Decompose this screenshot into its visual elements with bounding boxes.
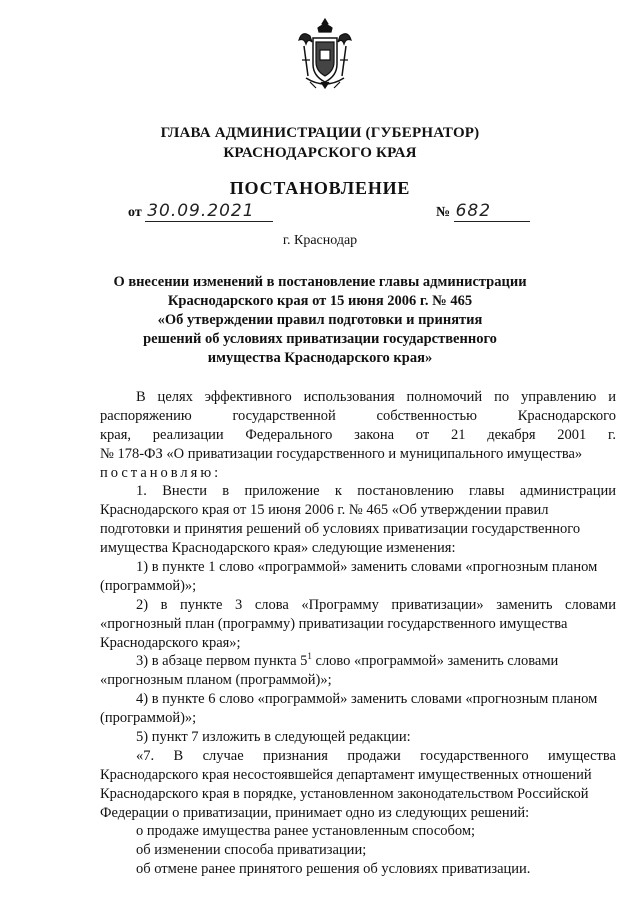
document-type: ПОСТАНОВЛЕНИЕ [229,178,411,198]
body-line: о продаже имущества ранее установленным способом; [136,823,476,840]
document-body [100,388,616,879]
body-line: Краснодарского края несостоявшейся департамент имущественных отношений [100,766,592,783]
body-line: Краснодарского края в порядке, установленном законодательством Российской [100,785,589,802]
body-line: «прогнозным планом (программой)»; [100,672,332,689]
body-line: об изменении способа приватизации; [136,842,367,859]
body-line: распоряжению государственной собственностью Краснодарского [100,407,616,424]
title-line: О внесении изменений в постановление главы администрации [113,274,527,290]
date-prefix: от [128,205,142,220]
body-line: Краснодарского края от 15 июня 2006 г. № 465 «Об утверждении правил [100,502,549,519]
date-line [128,203,273,223]
body-line: (программой)»; [100,577,197,594]
title-line: имущества Краснодарского края» [207,350,433,366]
body-line: края, реализации Федерального закона от 21 декабря 2001 г. [100,426,616,443]
number-line [436,203,530,223]
body-line: № 178-ФЗ «О приватизации государственного и муниципального имущества» [100,445,583,462]
body-line: об отмене ранее принятого решения об условиях приватизации. [136,861,531,878]
body-line: Федерации о приватизации, принимает одно из следующих решений: [100,804,530,821]
number-field [454,203,530,222]
body-line [100,652,616,671]
coat-of-arms-emblem [296,16,354,92]
body-line: 1) в пункте 1 слово «программой» заменить словами «прогнозным планом [136,559,598,576]
authority-line-1: ГЛАВА АДМИНИСТРАЦИИ (ГУБЕРНАТОР) [160,125,480,141]
title-line: решений об условиях приватизации государственного [143,331,497,347]
body-line: 5) пункт 7 изложить в следующей редакции: [136,729,411,746]
body-line: (программой)»; [100,710,197,727]
body-text: 3) в абзаце первом пункта 5 [136,653,308,670]
body-line-resolution: постановляю: [100,464,222,481]
handwritten-date: 30.09.2021 [147,201,255,221]
handwritten-number: 682 [455,201,492,221]
title-line: «Об утверждении правил подготовки и принятия [157,312,483,328]
date-field [145,203,273,222]
body-line: 2) в пункте 3 слова «Программу приватизации» заменить словами [136,596,616,613]
body-text: слово «программой» заменить словами [311,653,559,670]
city: г. Краснодар [282,233,358,248]
body-line: имущества Краснодарского края» следующие изменения: [100,540,456,557]
body-line: 4) в пункте 6 слово «программой» заменить словами «прогнозным планом [136,691,598,708]
authority-line-2: КРАСНОДАРСКОГО КРАЯ [223,145,417,161]
superscript: 1 [307,651,312,662]
body-line: В целях эффективного использования полномочий по управлению и [136,389,616,405]
document-title [0,273,640,368]
body-line: Краснодарского края»; [100,634,241,651]
body-line: «7. В случае признания продажи государственного имущества [136,747,616,764]
number-prefix: № [436,205,451,220]
title-line: Краснодарского края от 15 июня 2006 г. № 465 [167,293,473,309]
body-line: подготовки и принятия решений об условиях приватизации государственного [100,521,581,538]
body-line: 1. Внести в приложение к постановлению главы администрации [136,483,616,500]
body-line: «прогнозный план (программу) приватизации государственного имущества [100,615,568,632]
